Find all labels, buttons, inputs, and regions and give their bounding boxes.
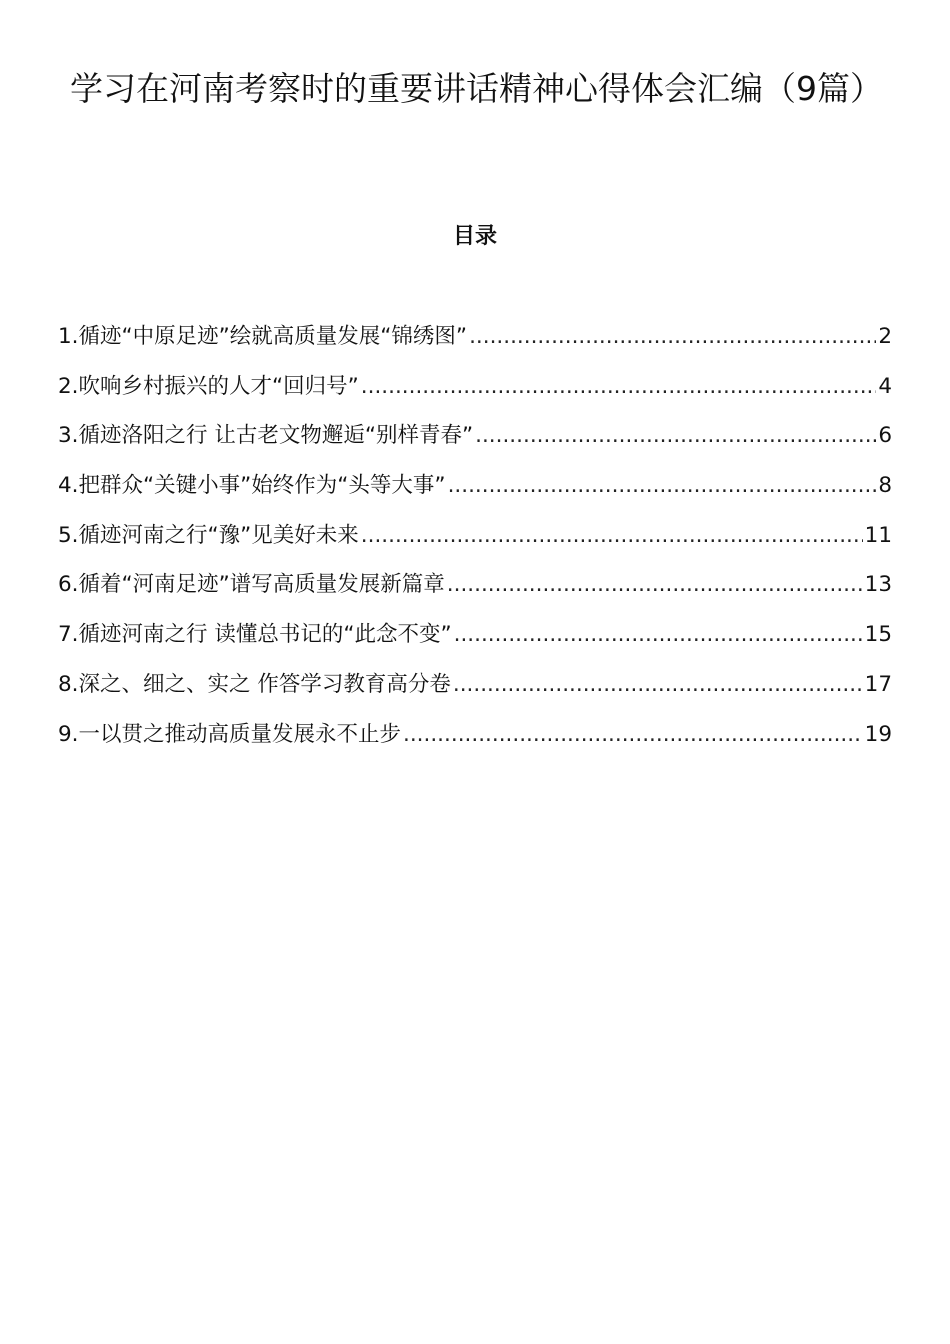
toc-entry-page: 8	[878, 473, 892, 499]
toc-dot-leader	[475, 417, 876, 455]
toc-entry-page: 15	[864, 622, 892, 648]
toc-dot-leader	[448, 467, 877, 505]
toc-dot-leader	[361, 368, 877, 406]
toc-entry[interactable]	[58, 666, 892, 716]
toc-entry-title: 6.循着“河南足迹”谱写高质量发展新篇章	[58, 572, 445, 598]
table-of-contents	[58, 318, 892, 765]
toc-dot-leader	[453, 666, 863, 704]
toc-entry-title: 5.循迹河南之行“豫”见美好未来	[58, 522, 359, 548]
toc-entry-page: 13	[864, 572, 892, 598]
toc-entry[interactable]	[58, 716, 892, 766]
toc-entry-page: 2	[878, 324, 892, 349]
toc-entry-title: 9.一以贯之推动高质量发展永不止步	[58, 721, 402, 747]
toc-entry[interactable]	[58, 467, 892, 517]
toc-dot-leader	[454, 616, 863, 654]
toc-entry-title: 4.把群众“关键小事”始终作为“头等大事”	[58, 473, 446, 499]
toc-dot-leader	[403, 716, 863, 754]
toc-entry[interactable]	[58, 616, 892, 666]
toc-entry-title: 8.深之、细之、实之 作答学习教育高分卷	[58, 671, 451, 697]
toc-entry-page: 4	[878, 373, 892, 399]
toc-dot-leader	[469, 318, 876, 356]
toc-entry[interactable]	[58, 318, 892, 368]
toc-dot-leader	[361, 517, 863, 555]
document-title: 学习在河南考察时的重要讲话精神心得体会汇编（9篇）	[70, 69, 883, 108]
toc-entry-page: 19	[864, 721, 892, 747]
toc-entry-page: 6	[878, 423, 892, 449]
toc-entry-title: 1.循迹“中原足迹”绘就高质量发展“锦绣图”	[58, 324, 468, 349]
toc-entry[interactable]	[58, 517, 892, 567]
toc-entry-page: 17	[864, 671, 892, 697]
toc-heading: 目录	[452, 224, 497, 249]
toc-dot-leader	[447, 566, 863, 604]
toc-entry-page: 11	[864, 522, 892, 548]
toc-entry[interactable]	[58, 368, 892, 418]
toc-entry-title: 7.循迹河南之行 读懂总书记的“此念不变”	[58, 622, 452, 648]
toc-entry[interactable]	[58, 566, 892, 616]
toc-entry-title: 3.循迹洛阳之行 让古老文物邂逅“别样青春”	[58, 423, 474, 449]
toc-entry[interactable]	[58, 417, 892, 467]
toc-entry-title: 2.吹响乡村振兴的人才“回归号”	[58, 373, 359, 399]
